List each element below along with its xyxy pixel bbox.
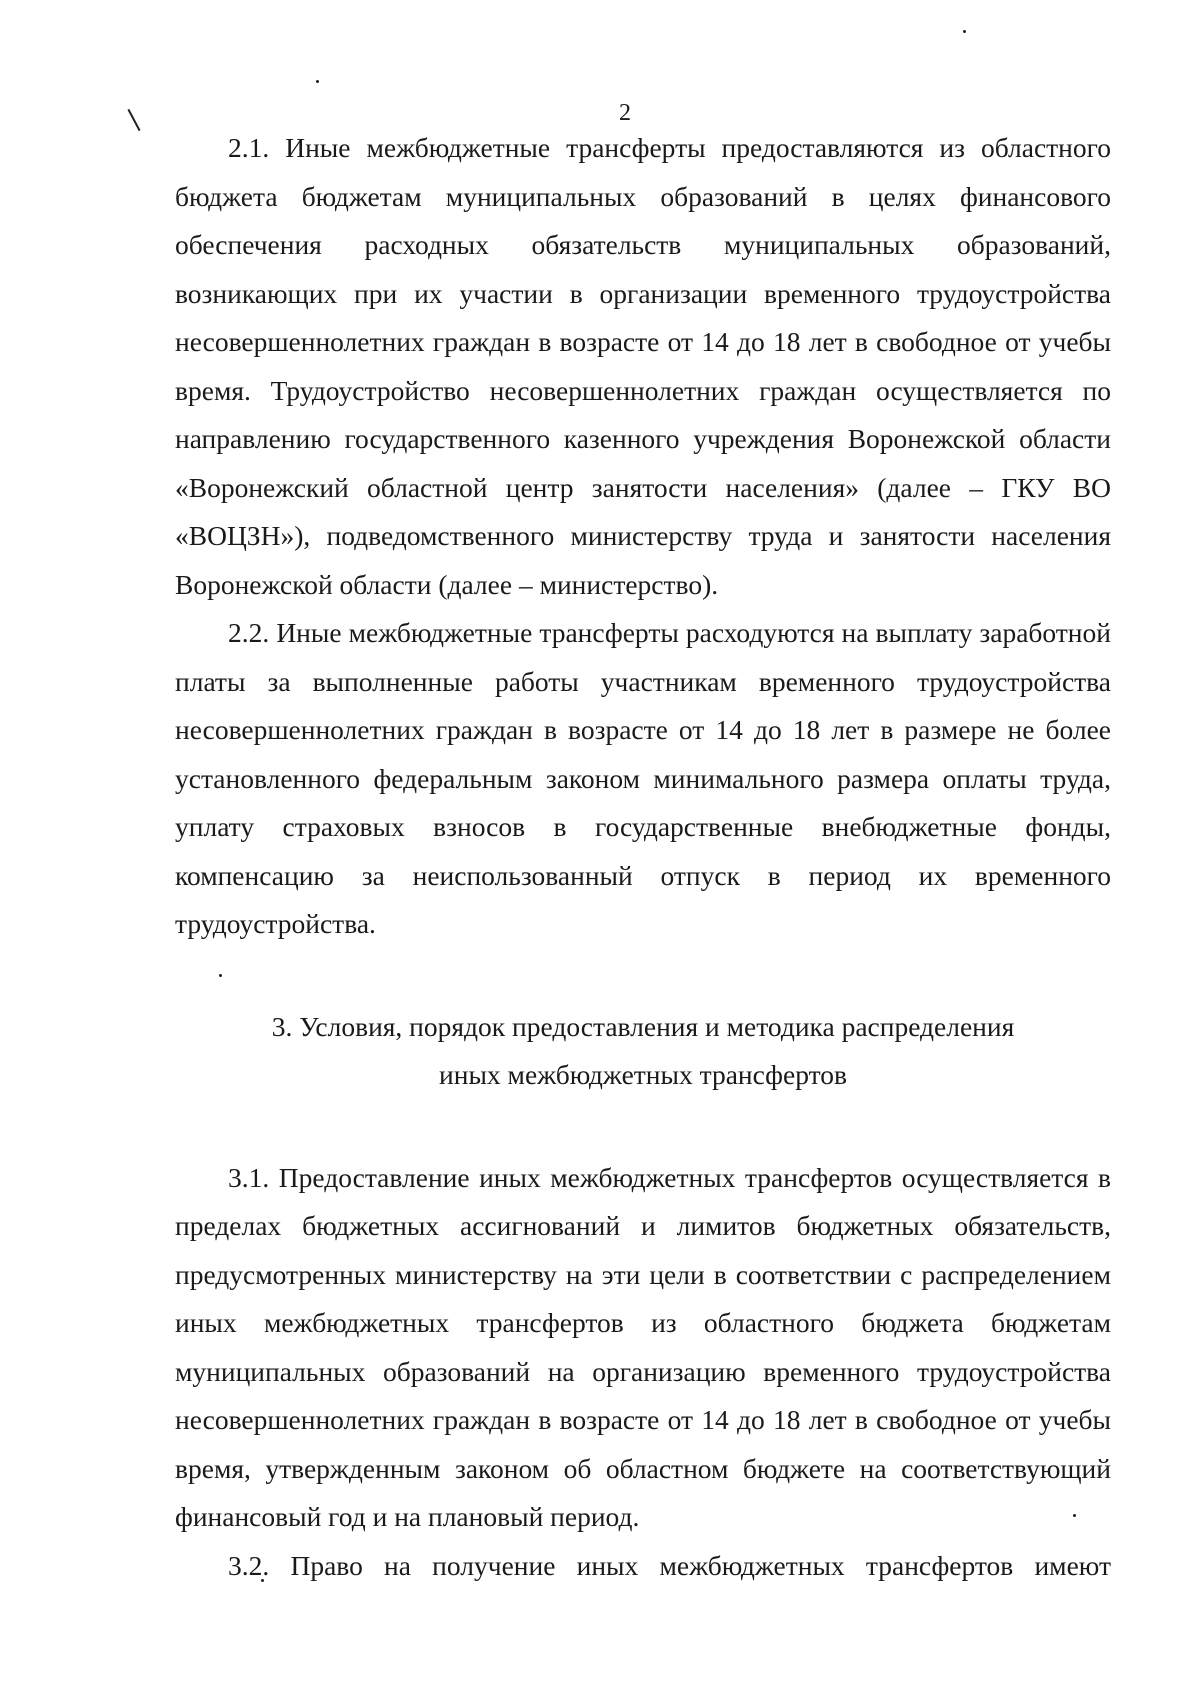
section-heading-line-1: 3. Условия, порядок предоставления и методика распределения	[271, 1010, 1015, 1042]
document-body	[175, 124, 1111, 1590]
section-3-heading	[175, 1003, 1111, 1100]
scan-speck	[316, 80, 319, 83]
paragraph-3-1: 3.1. Предоставление иных межбюджетных трансфертов осуществляется в пределах бюджетных ассигнований и лимитов бюджетных обязательств, предусмотренных министерству на эти цели в соответствии с распределением иных межбюджетных трансфертов из областного бюджета бюджетам муниципальных образований на организацию временного трудоустройства несовершеннолетних граждан в возрасте от 14 до 18 лет в свободное от учебы время, утвержденным законом об областном бюджете на соответствующий финансовый год и на плановый период.	[175, 1161, 1111, 1532]
page-number: 2	[619, 100, 631, 126]
paragraph-2-1: 2.1. Иные межбюджетные трансферты предоставляются из областного бюджета бюджетам муниципальных образований в целях финансового обеспечения расходных обязательств муниципальных образований, возникающих при их участии в организации временного трудоустройства несовершеннолетних граждан в возрасте от 14 до 18 лет в свободное от учебы время. Трудоустройство несовершеннолетних граждан осуществляется по направлению государственного казенного учреждения Воронежской области «Воронежский областной центр занятости населения» (далее – ГКУ ВО «ВОЦЗН»), подведомственного министерству труда и занятости населения Воронежской области (далее – министерство).	[175, 132, 1111, 600]
section-heading-line-2: иных межбюджетных трансфертов	[439, 1059, 847, 1090]
scan-speck	[963, 30, 966, 33]
paragraph-3-2: 3.2. Право на получение иных межбюджетных трансфертов имеют	[228, 1549, 1111, 1581]
paragraph-2-2: 2.2. Иные межбюджетные трансферты расходуются на выплату заработной платы за выполненные работы участникам временного трудоустройства несовершеннолетних граждан в возрасте от 14 до 18 лет в размере не более установленного федеральным законом минимального размера оплаты труда, уплату страховых взносов в государственные внебюджетные фонды, компенсацию за неиспользованный отпуск в период их временного трудоустройства.	[175, 617, 1111, 939]
